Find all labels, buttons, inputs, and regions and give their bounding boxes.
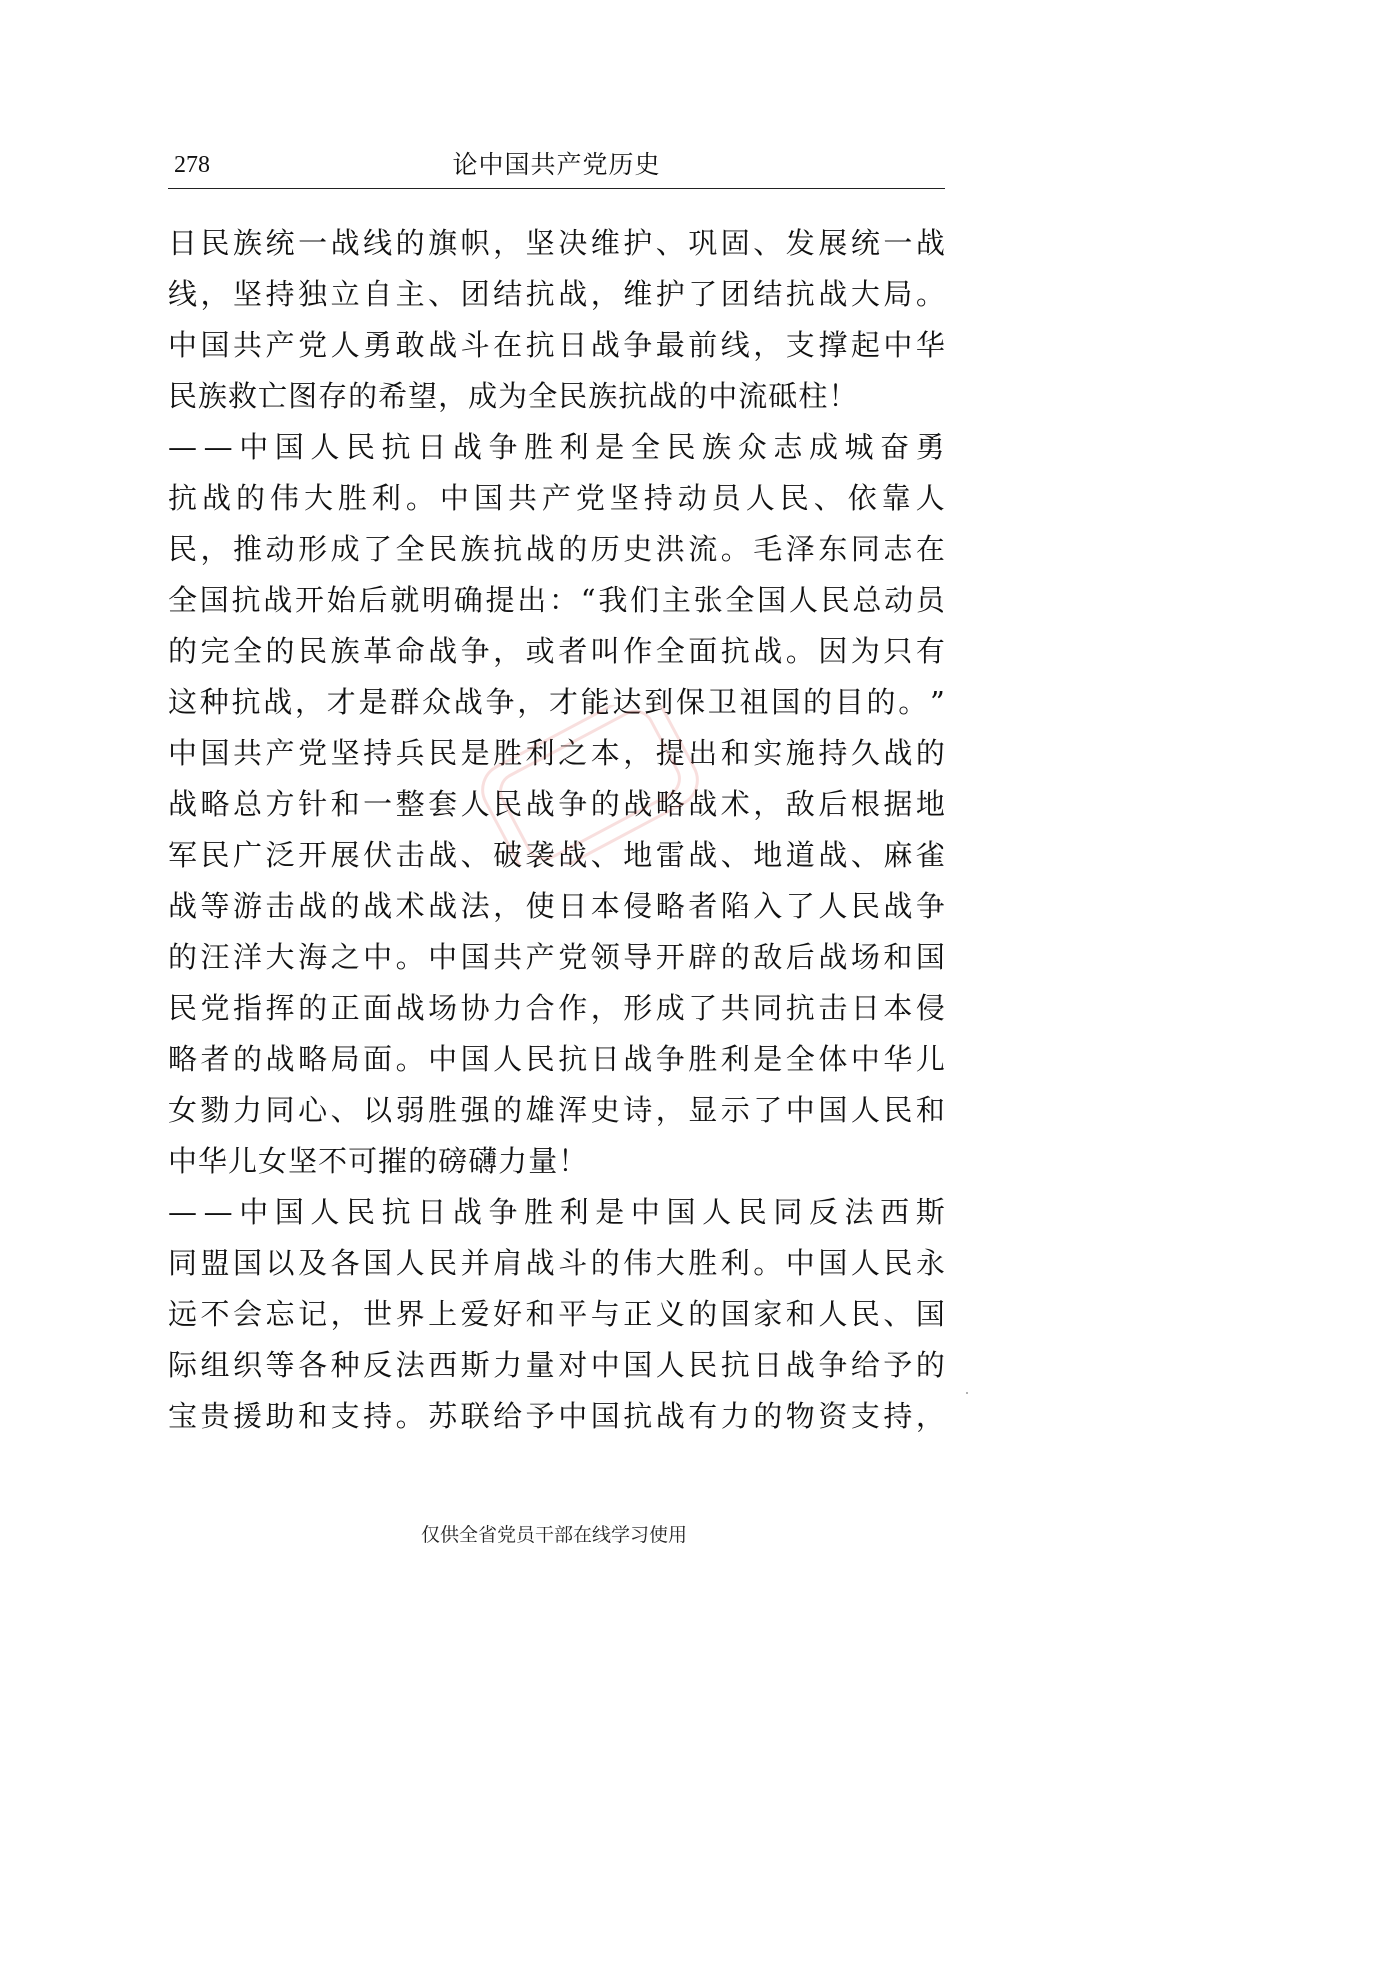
text-line: 线 ， 坚 持 独 立 自 主 、 团 结 抗 战 ， 维 护 了 团 结 抗 战 大 局 。 <box>168 277 945 311</box>
text-line: 战 略 总 方 针 和 一 整 套 人 民 战 争 的 战 略 战 术 ， 敌 后 根 据 地 <box>168 787 945 821</box>
text-line: 战 等 游 击 战 的 战 术 战 法 ， 使 日 本 侵 略 者 陷 入 了 人 民 战 争 <box>168 889 945 923</box>
text-line: 际 组 织 等 各 种 反 法 西 斯 力 量 对 中 国 人 民 抗 日 战 争 给 予 的 <box>168 1348 945 1382</box>
text-line: — — 中 国 人 民 抗 日 战 争 胜 利 是 全 民 族 众 志 成 城 奋 勇 <box>168 430 945 464</box>
text-line: 这 种 抗 战 ， 才 是 群 众 战 争 ， 才 能 达 到 保 卫 祖 国 的 目 的 。 ” <box>168 685 945 719</box>
text-line: 日 民 族 统 一 战 线 的 旗 帜 ， 坚 决 维 护 、 巩 固 、 发 展 统 一 战 <box>168 226 945 260</box>
text-line: 中 国 共 产 党 坚 持 兵 民 是 胜 利 之 本 ， 提 出 和 实 施 持 久 战 的 <box>168 736 945 770</box>
text-line: 的 完 全 的 民 族 革 命 战 争 ， 或 者 叫 作 全 面 抗 战 。 因 为 只 有 <box>168 634 945 668</box>
text-line: 军 民 广 泛 开 展 伏 击 战 、 破 袭 战 、 地 雷 战 、 地 道 战 、 麻 雀 <box>168 838 945 872</box>
text-line: 民 ， 推 动 形 成 了 全 民 族 抗 战 的 历 史 洪 流 。 毛 泽 东 同 志 在 <box>168 532 945 566</box>
text-line: 抗 战 的 伟 大 胜 利 。 中 国 共 产 党 坚 持 动 员 人 民 、 依 靠 人 <box>168 481 945 515</box>
text-line: — — 中 国 人 民 抗 日 战 争 胜 利 是 中 国 人 民 同 反 法 西 斯 <box>168 1195 945 1229</box>
text-line: 民 党 指 挥 的 正 面 战 场 协 力 合 作 ， 形 成 了 共 同 抗 击 日 本 侵 <box>168 991 945 1025</box>
footer-note: 仅供全省党员干部在线学习使用 <box>420 1524 687 1546</box>
header-rule <box>168 188 945 189</box>
text-line: 同 盟 国 以 及 各 国 人 民 并 肩 战 斗 的 伟 大 胜 利 。 中 国 人 民 永 <box>168 1246 945 1280</box>
page-number: 278 <box>174 152 210 178</box>
text-line: 女 勠 力 同 心 、 以 弱 胜 强 的 雄 浑 史 诗 ， 显 示 了 中 国 人 民 和 <box>168 1093 945 1127</box>
text-line: 远 不 会 忘 记 ， 世 界 上 爱 好 和 平 与 正 义 的 国 家 和 人 民 、 国 <box>168 1297 945 1331</box>
text-line: 民 族 救 亡 图 存 的 希 望 ， 成 为 全 民 族 抗 战 的 中 流 砥 柱 ！ <box>168 379 858 413</box>
text-line: 中 华 儿 女 坚 不 可 摧 的 磅 礴 力 量 ！ <box>168 1144 588 1178</box>
text-line: 的 汪 洋 大 海 之 中 。 中 国 共 产 党 领 导 开 辟 的 敌 后 战 场 和 国 <box>168 940 945 974</box>
body-text <box>168 218 945 1442</box>
text-line: 宝 贵 援 助 和 支 持 。 苏 联 给 予 中 国 抗 战 有 力 的 物 资 支 持 ， <box>168 1399 945 1433</box>
text-line: 略 者 的 战 略 局 面 。 中 国 人 民 抗 日 战 争 胜 利 是 全 体 中 华 儿 <box>168 1042 945 1076</box>
page-header <box>168 144 945 190</box>
text-line: 中 国 共 产 党 人 勇 敢 战 斗 在 抗 日 战 争 最 前 线 ， 支 撑 起 中 华 <box>168 328 945 362</box>
running-title: 论中国共产党历史 <box>452 150 661 179</box>
text-line: 全 国 抗 战 开 始 后 就 明 确 提 出 ： “ 我 们 主 张 全 国 人 民 总 动 员 <box>168 583 945 617</box>
scan-speck <box>966 1392 968 1394</box>
